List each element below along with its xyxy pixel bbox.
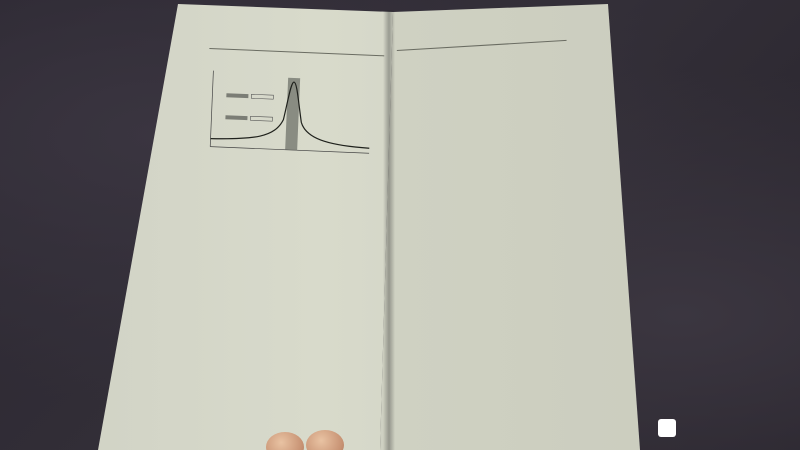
chart-ovulation-band [285,78,300,150]
left-header-rule [209,48,384,56]
watermark-logo [658,419,676,437]
chart-test-strip-1 [226,93,248,98]
chart-test-strip-4 [250,116,272,121]
watermark [658,418,680,438]
lh-test-chart [193,56,377,173]
left-body [185,168,387,436]
right-body [396,49,637,421]
chart-test-strip-3 [225,115,247,120]
chart-test-strip-2 [251,94,273,99]
book-spine-shadow [383,10,395,450]
chart-y-axis [210,71,213,147]
